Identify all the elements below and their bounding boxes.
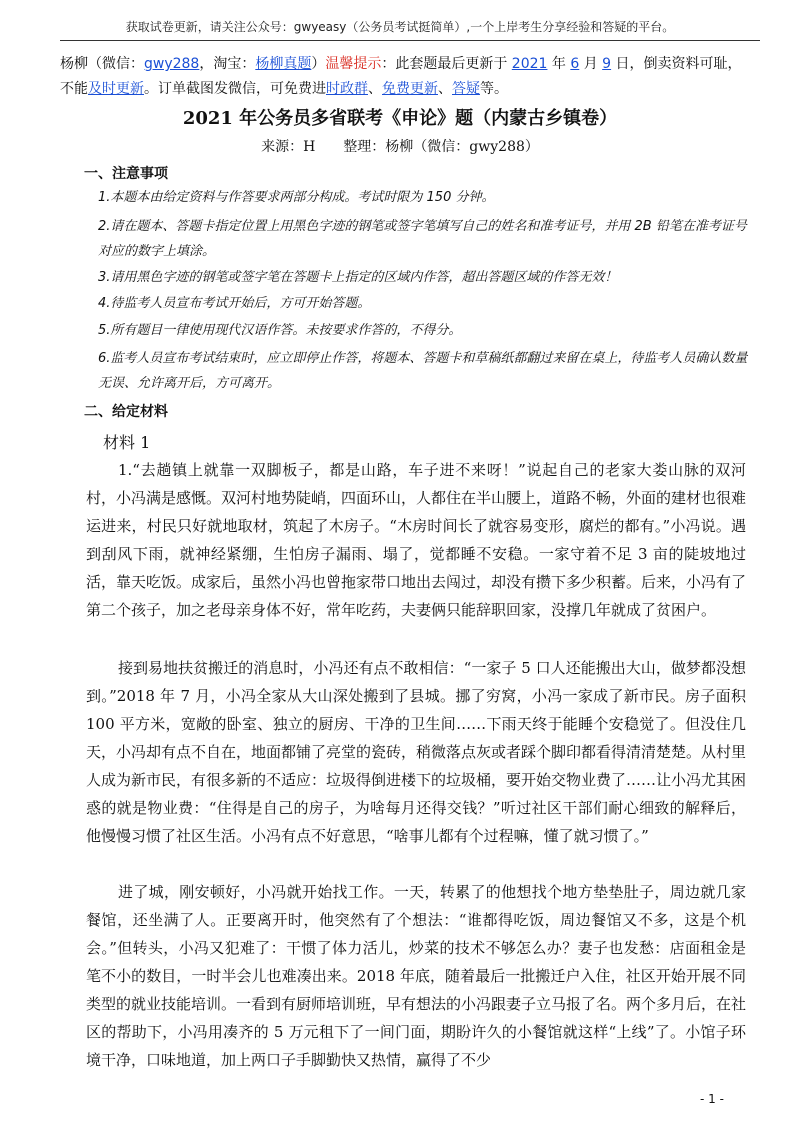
materials-heading: 二、给定材料	[84, 404, 168, 420]
separator-1: 、	[368, 81, 382, 97]
separator-2: 、	[438, 81, 452, 97]
update-year: 2021	[511, 56, 548, 72]
taobao-link[interactable]: 杨柳真题	[255, 56, 312, 72]
notice-item: 3.请用黑色字迹的钢笔或签字笔在答题卡上指定的区域内作答，超出答题区域的作答无效！	[98, 270, 618, 285]
free-update-link[interactable]: 免费更新	[382, 81, 438, 97]
year-suffix: 年	[547, 56, 571, 72]
taobao-prefix: ，淘宝：	[199, 56, 256, 72]
header-note: 获取试卷更新，请关注公众号：gwyeasy（公务员考试挺简单）,一个上岸考生分享经验和答疑的平台。	[125, 20, 675, 34]
timely-update-link[interactable]: 及时更新	[88, 81, 144, 97]
page-number: - 1 -	[700, 1092, 724, 1106]
source-text: 来源：H	[261, 139, 316, 155]
material-paragraph: 1.“去趟镇上就靠一双脚板子，都是山路，车子进不来呀！”说起自己的老家大娄山脉的双河村，小冯满是感慨。双河村地势陡峭，四面环山，人都住在半山腰上，道路不畅，外面的建材也很难运进来，村民只好就地取材，筑起了木房子。“木房时间长了就容易变形，腐烂的都有。”小冯说。遇到刮风下雨，就神经紧绷，生怕房子漏雨、塌了，觉都睡不安稳。一家守着不足 3 亩的陡坡地过活，靠天吃饭。成家后，虽然小冯也曾拖家带口地出去闯过，却没有攒下多少积蓄。后来，小冯有了第二个孩子，加之老母亲身体不好，常年吃药，夫妻俩只能辞职回家，没撑几年就成了贫困户。	[86, 461, 747, 619]
notice-item: 5.所有题目一律使用现代汉语作答。未按要求作答的，不得分。	[98, 323, 462, 338]
material-paragraph: 接到易地扶贫搬迁的消息时，小冯还有点不敢相信：“一家子 5 口人还能搬出大山，做梦都没想到。”2018 年 7 月，小冯全家从大山深处搬到了县城。挪了穷窝，小冯一家成了新市民。房子面积 100 平方米，宽敞的卧室、独立的厨房、干净的卫生间……下雨天终于能睡个安稳觉了。但没住几天，小冯却有点不自在，地面都铺了亮堂的瓷砖，稍微落点灰或者踩个脚印都看得清清楚楚。从村里人成为新市民，有很多新的不适应：垃圾得倒进楼下的垃圾桶，要开始交物业费了……让小冯尤其困惑的就是物业费：“住得是自己的房子，为啥每月还得交钱？”听过社区干部们耐心细致的解释后，他慢慢习惯了社区生活。小冯有点不好意思，“啥事儿都有个过程嘛，懂了就习惯了。”	[86, 659, 747, 845]
notice-item: 4.待监考人员宣布考试开始后，方可开始答题。	[98, 296, 371, 311]
wechat-link[interactable]: gwy288	[144, 56, 200, 72]
month-suffix: 月	[579, 56, 603, 72]
document-title: 2021 年公务员多省联考《申论》题（内蒙古乡镇卷）	[182, 108, 618, 129]
line2-mid: 。订单截图发微信，可免费进	[144, 81, 326, 97]
line2-prefix: 不能	[60, 81, 88, 97]
notice-heading: 一、注意事项	[84, 166, 168, 182]
politics-group-link[interactable]: 时政群	[326, 81, 368, 97]
notice-item: 1.本题本由给定资料与作答要求两部分构成。考试时限为 150 分钟。	[98, 190, 495, 205]
tip-prefix: ）	[311, 56, 326, 72]
tip-text: ：此套题最后更新于	[381, 56, 512, 72]
header-divider	[60, 40, 760, 41]
author-prefix: 杨柳（微信：	[60, 56, 144, 72]
editor-text: 整理：杨柳（微信：gwy288）	[343, 139, 539, 155]
tip-label: 温馨提示	[325, 56, 382, 72]
line2-end: 等。	[480, 81, 508, 97]
source-line	[0, 136, 800, 156]
qa-link[interactable]: 答疑	[452, 81, 480, 97]
notice-item: 2.请在题本、答题卡指定位置上用黑色字迹的钢笔或签字笔填写自己的姓名和准考证号，并用 2B 铅笔在准考证号对应的数字上填涂。	[98, 219, 747, 259]
info-block	[60, 52, 760, 102]
day-suffix: 日，倒卖资料可耻，	[611, 56, 742, 72]
material-heading: 材料 1	[103, 433, 151, 452]
material-paragraph: 进了城，刚安顿好，小冯就开始找工作。一天，转累了的他想找个地方垫垫肚子，周边就几家餐馆，还坐满了人。正要离开时，他突然有了个想法：“谁都得吃饭，周边餐馆又不多，这是个机会。”但转头，小冯又犯难了：干惯了体力活儿，炒菜的技术不够怎么办？妻子也发愁：店面租金是笔不小的数目，一时半会儿也难凑出来。2018 年底，随着最后一批搬迁户入住，社区开始开展不同类型的就业技能培训。一看到有厨师培训班，早有想法的小冯跟妻子立马报了名。两个多月后，在社区的帮助下，小冯用凑齐的 5 万元租下了一间门面，期盼许久的小餐馆就这样“上线”了。小馆子环境干净，口味地道，加上两口子手脚勤快又热情，赢得了不少	[86, 883, 747, 1069]
update-month: 6	[570, 56, 580, 72]
notice-item: 6.监考人员宣布考试结束时，应立即停止作答，将题本、答题卡和草稿纸都翻过来留在桌上，待监考人员确认数量无误、允许离开后，方可离开。	[98, 351, 748, 391]
update-day: 9	[602, 56, 612, 72]
